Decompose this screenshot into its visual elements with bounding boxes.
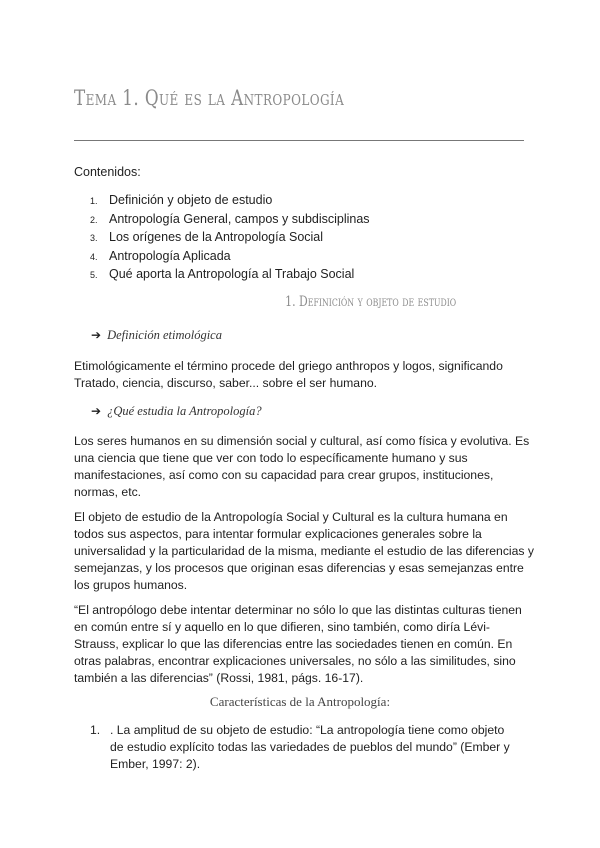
item-number: 1.: [90, 723, 101, 737]
paragraph-quote-rossi: “El antropólogo debe intentar determinar no sólo lo que las distintas culturas tienen en común entre sí y aquello en lo que difieren, sino también, como diría Lévi-Strauss, explicar lo que las diferencias entre las sociedades tienen en común. En otras palabras, encontrar explicaciones universales, no sólo a las similitudes, sino también a las diferencias” (Rossi, 1981, págs. 16-17).: [74, 603, 522, 685]
toc-text: Definición y objeto de estudio: [109, 193, 273, 207]
arrow-right-icon: ➔: [91, 404, 102, 418]
toc-item: [90, 266, 370, 285]
toc-text: Antropología Aplicada: [109, 248, 231, 263]
paragraph-etymology: Etimológicamente el término procede del griego anthropos y logos, significando Tratado, ciencia, discurso, saber... sobre el ser humano.: [74, 359, 503, 390]
toc-text: Qué aporta la Antropología al Trabajo Social: [109, 267, 355, 281]
toc-number: 5.: [90, 270, 98, 280]
subheading-what-studies: [91, 404, 262, 419]
section-heading: [0, 293, 600, 311]
subheading-definition: [91, 328, 222, 343]
subheading-label: Definición etimológica: [107, 328, 222, 342]
characteristic-item: [90, 722, 520, 773]
item-text: . La amplitud de su objeto de estudio: “La antropología tiene como objeto de estudio explícito todas las variedades de pueblos del mundo” (Ember y Ember, 1997: 2).: [110, 723, 510, 771]
toc-number: 3.: [90, 233, 98, 243]
contents-label: Contenidos:: [74, 165, 141, 179]
toc-number: 4.: [90, 251, 98, 262]
page-title: Tema 1. Qué es la Antropología: [74, 86, 345, 110]
toc-number: 2.: [90, 214, 98, 225]
characteristics-heading: Características de la Antropología:: [209, 694, 391, 709]
subheading-label: ¿Qué estudia la Antropología?: [107, 404, 262, 418]
table-of-contents: [90, 192, 370, 285]
toc-item: [90, 192, 370, 211]
toc-item: [90, 229, 370, 248]
section-heading-text: 1. Definición y objeto de estudio: [285, 294, 457, 310]
toc-text: Antropología General, campos y subdisciplinas: [109, 211, 370, 226]
toc-item: [90, 211, 370, 230]
toc-item: [90, 248, 370, 267]
paragraph-human-beings: Los seres humanos en su dimensión social y cultural, así como física y evolutiva. Es una ciencia que tiene que ver con todo lo específicamente humano y sus manifestaciones, así como con su capacidad para crear grupos, instituciones, normas, etc.: [74, 434, 530, 499]
title-divider: [74, 140, 524, 141]
paragraph-object-of-study: El objeto de estudio de la Antropología Social y Cultural es la cultura humana en todos sus aspectos, para intentar formular explicaciones generales sobre la universalidad y la particularidad de la misma, mediante el estudio de las diferencias y semejanzas, y los procesos que originan esas diferencias y esas semejanzas entre los grupos humanos.: [74, 510, 534, 592]
toc-text: Los orígenes de la Antropología Social: [109, 230, 324, 244]
arrow-right-icon: ➔: [91, 328, 102, 342]
toc-number: 1.: [90, 196, 98, 206]
